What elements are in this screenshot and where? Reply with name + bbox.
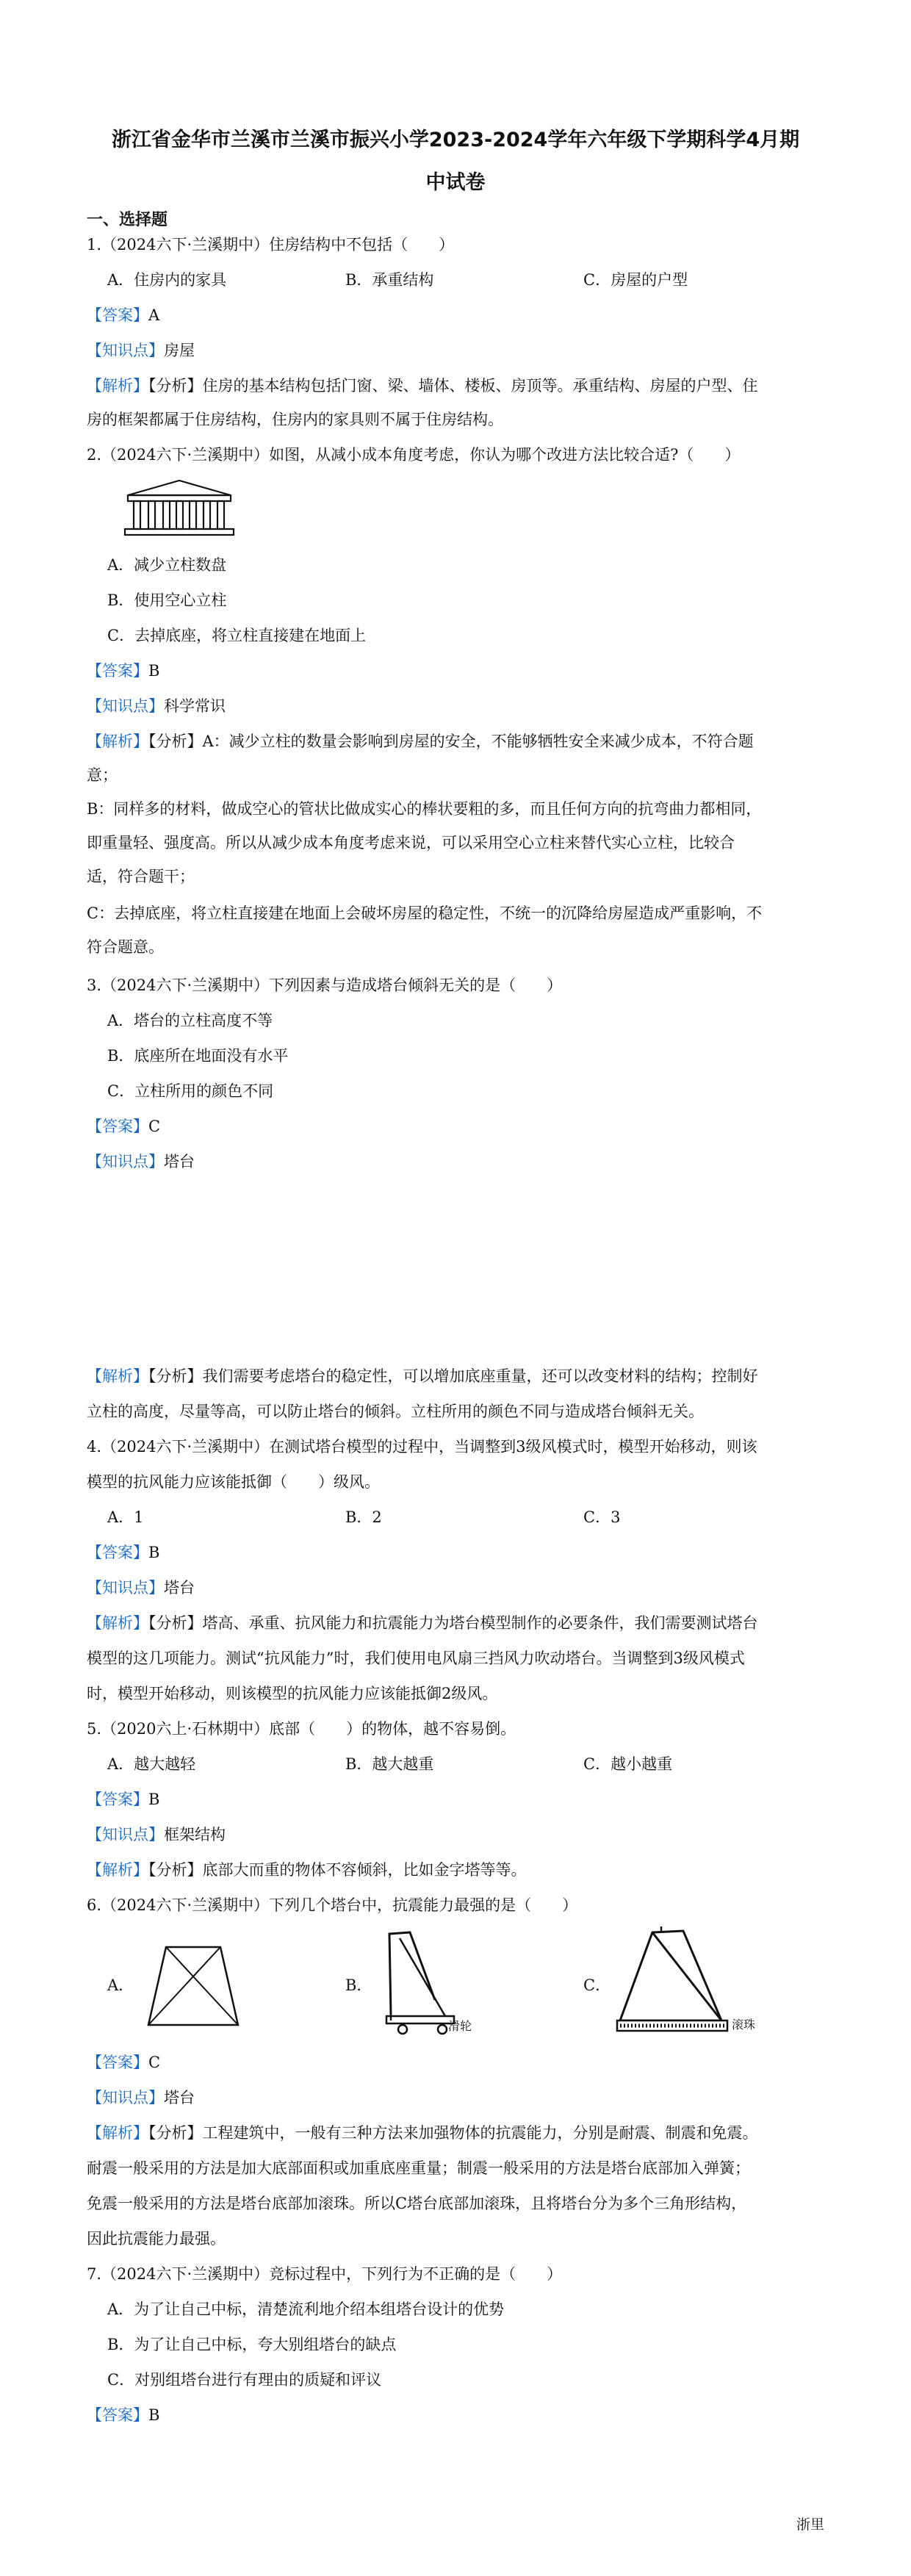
q7-option-c: C．对别组塔台进行有理由的质疑和评议 <box>107 2371 382 2389</box>
q2-analysis-line: 【解析】【分析】A：减少立柱的数量会影响到房屋的安全，不能够牺牲安全来减少成本，不符合题 <box>87 733 754 750</box>
exam-title-line-2: 中试卷 <box>425 171 486 194</box>
q5-knowledge: 【知识点】框架结构 <box>87 1826 226 1843</box>
q5-option-c: C．越小越重 <box>583 1755 673 1773</box>
q6-answer: 【答案】C <box>87 2054 161 2071</box>
pulley-label: 滑轮 <box>448 2019 472 2033</box>
q4-analysis-line: 时，模型开始移动，则该模型的抗风能力应该能抵御2级风。 <box>87 1685 498 1702</box>
q1-analysis-line: 房的框架都属于住房结构，住房内的家具则不属于住房结构。 <box>87 411 503 428</box>
q5-option-a: A．越大越轻 <box>107 1755 196 1773</box>
q2-analysis-line: 符合题意。 <box>87 938 164 956</box>
q4-answer: 【答案】B <box>87 1544 160 1561</box>
q6-analysis-line: 免震一般采用的方法是塔台底部加滚珠。所以C塔台底部加滚珠，且将塔台分为多个三角形结构， <box>87 2195 747 2212</box>
q2-option-a: A．减少立柱数盘 <box>107 556 227 574</box>
q2-option-b: B．使用空心立柱 <box>107 591 227 609</box>
q4-knowledge: 【知识点】塔台 <box>87 1579 195 1597</box>
q1-analysis-line: 【解析】【分析】住房的基本结构包括门窗、梁、墙体、楼板、房顶等。承重结构、房屋的户型、住 <box>87 377 758 395</box>
q4-analysis-line: 模型的这几项能力。测试“抗风能力”时，我们使用电风扇三挡风力吹动塔台。当调整到3级风模式 <box>87 1649 745 1667</box>
q6-analysis-line: 因此抗震能力最强。 <box>87 2230 226 2248</box>
q5-option-b: B．越大越重 <box>345 1755 434 1773</box>
page-footer: 浙里 <box>796 2516 824 2533</box>
q6-option-c: C． <box>583 1976 611 1994</box>
q4-option-a: A．1 <box>107 1508 144 1526</box>
q3-option-c: C．立柱所用的颜色不同 <box>107 1082 274 1100</box>
q1-option-b: B．承重结构 <box>345 271 434 289</box>
q6-stem: 6.（2024六下·兰溪期中）下列几个塔台中，抗震能力最强的是（ ） <box>87 1896 578 1914</box>
q2-analysis-line: 适，符合题干； <box>87 868 195 885</box>
q5-answer: 【答案】B <box>87 1791 160 1808</box>
q2-analysis-line: 即重量轻、强度高。所以从减少成本角度考虑来说，可以采用空心立柱来替代实心立柱，比较合 <box>87 834 735 852</box>
q2-stem: 2.（2024六下·兰溪期中）如图，从减小成本角度考虑，你认为哪个改进方法比较合适?（ ） <box>87 446 741 464</box>
tower-b-figure <box>376 1926 508 2037</box>
q3-option-b: B．底座所在地面没有水平 <box>107 1047 289 1065</box>
tower-c-figure <box>611 1922 751 2041</box>
q7-stem: 7.（2024六下·兰溪期中）竞标过程中，下列行为不正确的是（ ） <box>87 2265 563 2283</box>
q1-option-c: C．房屋的户型 <box>583 271 688 289</box>
exam-title-line-1: 浙江省金华市兰溪市兰溪市振兴小学2023-2024学年六年级下学期科学4月期 <box>111 129 800 151</box>
q4-analysis-line: 【解析】【分析】塔高、承重、抗风能力和抗震能力为塔台模型制作的必要条件，我们需要测试塔台 <box>87 1614 758 1632</box>
section-heading: 一、选择题 <box>87 211 168 229</box>
q2-analysis-line: 意； <box>87 766 118 784</box>
q6-option-b: B． <box>345 1976 372 1994</box>
q3-option-a: A．塔台的立柱高度不等 <box>107 1012 273 1029</box>
q4-stem: 4.（2024六下·兰溪期中）在测试塔台模型的过程中，当调整到3级风模式时，模型开始移动，则该 <box>87 1438 757 1456</box>
q5-stem: 5.（2020六上·石林期中）底部（ ）的物体，越不容易倒。 <box>87 1720 516 1738</box>
ball-bearing-label: 滚珠 <box>732 2018 756 2032</box>
q1-answer: 【答案】A <box>87 306 160 324</box>
q3-analysis-line: 立柱的高度，尽量等高，可以防止塔台的倾斜。立柱所用的颜色不同与造成塔台倾斜无关。 <box>87 1403 704 1420</box>
q2-analysis-line: C：去掉底座，将立柱直接建在地面上会破坏房屋的稳定性，不统一的沉降给房屋造成严重影响，不 <box>87 904 763 922</box>
q1-knowledge: 【知识点】房屋 <box>87 342 195 359</box>
q5-analysis-line: 【解析】【分析】底部大而重的物体不容倾斜，比如金字塔等等。 <box>87 1861 527 1879</box>
q6-analysis-line: 【解析】【分析】工程建筑中，一般有三种方法来加强物体的抗震能力，分别是耐震、制震和免震。 <box>87 2124 758 2142</box>
q2-answer: 【答案】B <box>87 662 160 680</box>
q6-analysis-line: 耐震一般采用的方法是加大底部面积或加重底座重量；制震一般采用的方法是塔台底部加入弹簧； <box>87 2159 750 2177</box>
q7-option-a: A．为了让自己中标，清楚流利地介绍本组塔台设计的优势 <box>107 2300 505 2318</box>
q4-stem: 模型的抗风能力应该能抵御（ ）级风。 <box>87 1473 380 1491</box>
q1-option-a: A．住房内的家具 <box>107 271 227 289</box>
q6-option-a: A． <box>107 1976 134 1994</box>
q3-analysis-line: 【解析】【分析】我们需要考虑塔台的稳定性，可以增加底座重量，还可以改变材料的结构；控制好 <box>87 1367 758 1385</box>
q4-option-b: B．2 <box>345 1508 382 1526</box>
q2-knowledge: 【知识点】科学常识 <box>87 697 226 715</box>
q1-stem: 1.（2024六下·兰溪期中）住房结构中不包括（ ） <box>87 236 455 253</box>
q3-answer: 【答案】C <box>87 1118 161 1135</box>
q4-option-c: C．3 <box>583 1508 621 1526</box>
q3-knowledge: 【知识点】塔台 <box>87 1153 195 1170</box>
q2-option-c: C．去掉底座，将立柱直接建在地面上 <box>107 627 367 644</box>
q7-answer: 【答案】B <box>87 2406 160 2424</box>
q6-knowledge: 【知识点】塔台 <box>87 2089 195 2107</box>
temple-building-figure <box>123 479 235 539</box>
q3-stem: 3.（2024六下·兰溪期中）下列因素与造成塔台倾斜无关的是（ ） <box>87 976 563 994</box>
tower-a-figure <box>144 1943 242 2029</box>
q7-option-b: B．为了让自己中标，夸大别组塔台的缺点 <box>107 2336 397 2353</box>
q2-analysis-line: B：同样多的材料，做成空心的管状比做成实心的棒状要粗的多，而且任何方向的抗弯曲力都相同， <box>87 800 762 818</box>
